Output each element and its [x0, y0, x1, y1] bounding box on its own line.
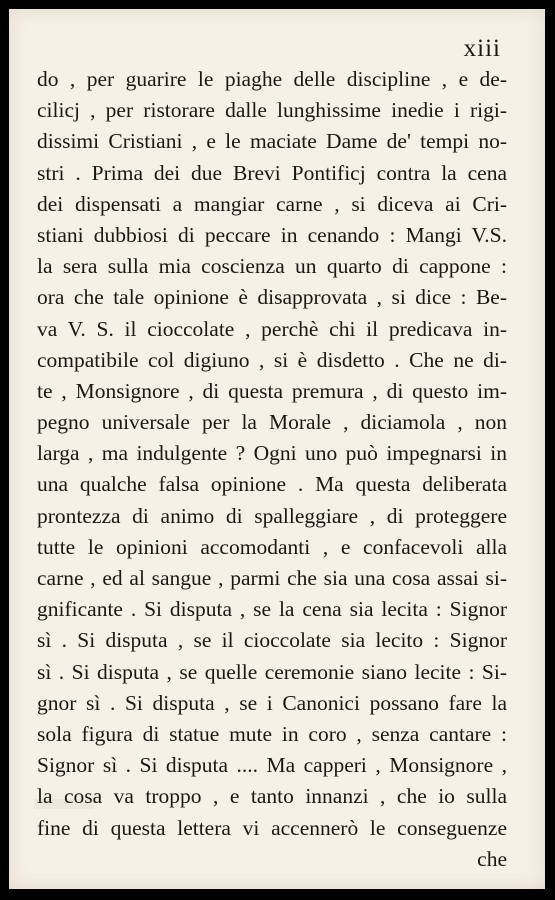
text-line: prontezza di animo di spalleggiare , di proteggere: [37, 503, 507, 528]
text-line: Signor sì . Si disputa .... Ma capperi , Monsignore ,: [37, 753, 507, 778]
text-line: dei dispensati a mangiar carne , si diceva ai Cri-: [37, 191, 507, 216]
text-line: una qualche falsa opinione . Ma questa deliberata: [37, 472, 507, 497]
text-line: larga , ma indulgente ? Ogni uno può impegnarsi in: [37, 441, 507, 466]
text-line: do , per guarire le piaghe delle discipline , e de-: [37, 67, 507, 91]
body-text: [37, 64, 507, 875]
text-line: la cosa va troppo , e tanto innanzi , che io sulla: [37, 784, 507, 809]
page-number: xiii: [463, 35, 501, 62]
text-line: compatibile col digiuno , si è disdetto . Che ne di-: [37, 347, 507, 372]
text-line: cilicj , per ristorare dalle lunghissime inedie i rigi-: [37, 98, 507, 123]
text-line: sì . Si disputa , se il cioccolate sia lecito : Signor: [37, 628, 507, 653]
text-line: ora che tale opinione è disapprovata , si dice : Be-: [37, 285, 507, 310]
text-line: te , Monsignore , di questa premura , di questo im-: [37, 378, 507, 403]
text-line: va V. S. il cioccolate , perchè chi il predicava in-: [37, 316, 507, 341]
catchword: che: [477, 846, 507, 871]
book-page: [9, 9, 545, 889]
text-line: pegno universale per la Morale , diciamola , non: [37, 410, 507, 435]
text-line: stri . Prima dei due Brevi Pontificj contra la cena: [37, 160, 507, 185]
text-line: sola figura di statue mute in coro , senza cantare :: [37, 721, 507, 746]
text-line: carne , ed al sangue , parmi che sia una cosa assai si-: [37, 566, 507, 590]
text-line: gnificante . Si disputa , se la cena sia lecita : Signor: [37, 597, 507, 622]
text-line: fine di questa lettera vi accennerò le conseguenze: [37, 815, 507, 840]
text-line: la sera sulla mia coscienza un quarto di cappone :: [37, 254, 507, 279]
text-line: gnor sì . Si disputa , se i Canonici possano fare la: [37, 690, 507, 715]
text-line: sì . Si disputa , se quelle ceremonie siano lecite : Si-: [37, 659, 507, 684]
text-line: dissimi Cristiani , e le maciate Dame de' tempi no-: [37, 129, 507, 154]
text-line: tutte le opinioni accomodanti , e confacevoli alla: [37, 534, 507, 559]
text-line: stiani dubbiosi di peccare in cenando : Mangi V.S.: [37, 222, 507, 247]
